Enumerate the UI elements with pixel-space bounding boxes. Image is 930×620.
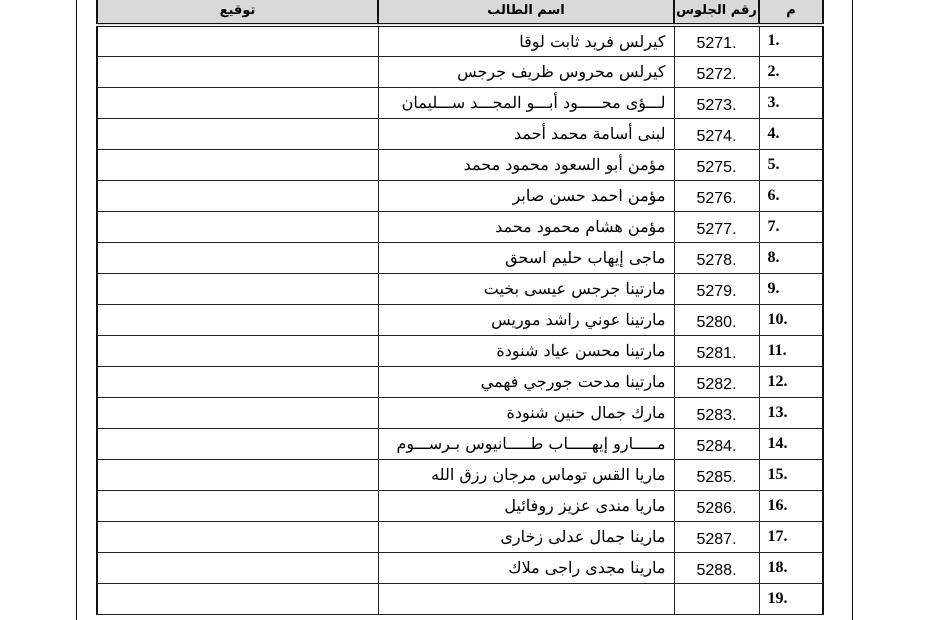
row-student-name: ماريا مندى عزيز روفائيل [378, 490, 674, 521]
table-row [97, 521, 823, 552]
row-seat-number [674, 211, 759, 242]
seat-number-text: 5280. [696, 313, 737, 331]
row-student-name: مؤمن احمد حسن صابر [378, 180, 674, 211]
row-student-name: مؤمن هشام محمود محمد [378, 211, 674, 242]
table-row [97, 211, 823, 242]
row-seat-number [674, 428, 759, 459]
row-number: 12. [759, 366, 823, 397]
page-border-right [852, 0, 853, 620]
row-number: 18. [759, 552, 823, 583]
row-student-name: مارك جمال حنين شنودة [378, 397, 674, 428]
table-body [97, 25, 823, 614]
row-student-name: كيرلس محروس ظريف جرجس [378, 56, 674, 87]
row-seat-number [674, 366, 759, 397]
row-seat-number [674, 25, 759, 56]
row-signature-cell [97, 428, 378, 459]
seat-number-text: 5284. [696, 437, 737, 455]
seat-number-text: 5271. [696, 35, 737, 53]
row-number: 11. [759, 335, 823, 366]
row-signature-cell [97, 304, 378, 335]
table-row [97, 149, 823, 180]
row-signature-cell [97, 180, 378, 211]
seat-number-text: 5283. [696, 406, 737, 424]
seat-number-text: 5272. [696, 65, 737, 83]
header-number: م [759, 0, 823, 25]
table-row [97, 304, 823, 335]
row-student-name [378, 583, 674, 614]
seat-number-text: 5273. [696, 96, 737, 114]
table-row [97, 459, 823, 490]
row-student-name: مارينا جمال عدلى زخارى [378, 521, 674, 552]
row-number: 14. [759, 428, 823, 459]
row-seat-number [674, 118, 759, 149]
header-signature: توقيع [97, 0, 378, 25]
table-header-row [97, 0, 823, 25]
table-row [97, 87, 823, 118]
row-signature-cell [97, 490, 378, 521]
row-signature-cell [97, 366, 378, 397]
seat-number-text: 5278. [696, 251, 737, 269]
row-student-name: لبنى أسامة محمد أحمد [378, 118, 674, 149]
row-seat-number [674, 490, 759, 521]
seat-number-text: 5282. [696, 375, 737, 393]
row-seat-number [674, 397, 759, 428]
row-student-name: مؤمن أبو السعود محمود محمد [378, 149, 674, 180]
row-signature-cell [97, 25, 378, 56]
row-number: 1. [759, 25, 823, 56]
row-signature-cell [97, 273, 378, 304]
row-seat-number [674, 583, 759, 614]
row-student-name: مارتينا مدحت جورجي فهمي [378, 366, 674, 397]
row-number: 7. [759, 211, 823, 242]
row-number: 2. [759, 56, 823, 87]
table-row [97, 552, 823, 583]
seat-number-text: 5275. [696, 158, 737, 176]
row-seat-number [674, 459, 759, 490]
row-number: 19. [759, 583, 823, 614]
row-number: 6. [759, 180, 823, 211]
row-seat-number [674, 87, 759, 118]
seat-number-text: 5276. [696, 189, 737, 207]
seat-number-text: 5279. [696, 282, 737, 300]
seat-number-text: 5281. [696, 344, 737, 362]
row-signature-cell [97, 397, 378, 428]
table-row [97, 366, 823, 397]
table-row [97, 490, 823, 521]
row-signature-cell [97, 87, 378, 118]
row-seat-number [674, 304, 759, 335]
row-number: 3. [759, 87, 823, 118]
header-seat-number: رقم الجلوس [674, 0, 759, 25]
seat-number-text: 5285. [696, 468, 737, 486]
row-seat-number [674, 521, 759, 552]
table-row [97, 335, 823, 366]
table-row [97, 583, 823, 614]
row-signature-cell [97, 149, 378, 180]
row-signature-cell [97, 459, 378, 490]
row-signature-cell [97, 521, 378, 552]
table-row [97, 118, 823, 149]
seat-number-text: 5288. [696, 561, 737, 579]
row-student-name: كيرلس فريد ثابت لوقا [378, 25, 674, 56]
row-number: 5. [759, 149, 823, 180]
row-seat-number [674, 56, 759, 87]
row-signature-cell [97, 583, 378, 614]
row-student-name: مارتينا عوني راشد موريس [378, 304, 674, 335]
row-student-name: مارينا مجدى راجى ملاك [378, 552, 674, 583]
row-seat-number [674, 273, 759, 304]
seat-number-text: 5286. [696, 499, 737, 517]
row-student-name: ماريا القس توماس مرجان رزق الله [378, 459, 674, 490]
row-student-name: ماجى إيهاب حليم اسحق [378, 242, 674, 273]
row-signature-cell [97, 118, 378, 149]
row-number: 16. [759, 490, 823, 521]
table-row [97, 56, 823, 87]
seat-number-text: 5287. [696, 530, 737, 548]
row-student-name: مارتينا جرجس عيسى بخيت [378, 273, 674, 304]
row-number: 9. [759, 273, 823, 304]
row-signature-cell [97, 56, 378, 87]
row-seat-number [674, 552, 759, 583]
row-number: 13. [759, 397, 823, 428]
row-seat-number [674, 335, 759, 366]
row-seat-number [674, 242, 759, 273]
row-number: 17. [759, 521, 823, 552]
student-roster-table [96, 0, 824, 615]
table-row [97, 397, 823, 428]
table-row [97, 273, 823, 304]
row-signature-cell [97, 242, 378, 273]
row-student-name: لـــؤى محـــــود أبـــو المجـــد ســـليمان [378, 87, 674, 118]
table-row [97, 25, 823, 56]
seat-number-text: 5274. [696, 127, 737, 145]
row-student-name: مـــــارو إيهـــــاب طـــــانيوس بـرســـوم [378, 428, 674, 459]
row-number: 4. [759, 118, 823, 149]
row-number: 15. [759, 459, 823, 490]
header-student-name: اسم الطالب [378, 0, 674, 25]
row-seat-number [674, 180, 759, 211]
row-signature-cell [97, 211, 378, 242]
row-signature-cell [97, 552, 378, 583]
table-row [97, 180, 823, 211]
seat-number-text: 5277. [696, 220, 737, 238]
row-student-name: مارتينا محسن عياد شنودة [378, 335, 674, 366]
page-border-left [76, 0, 77, 620]
row-number: 8. [759, 242, 823, 273]
row-number: 10. [759, 304, 823, 335]
table-row [97, 428, 823, 459]
table-row [97, 242, 823, 273]
row-seat-number [674, 149, 759, 180]
row-signature-cell [97, 335, 378, 366]
